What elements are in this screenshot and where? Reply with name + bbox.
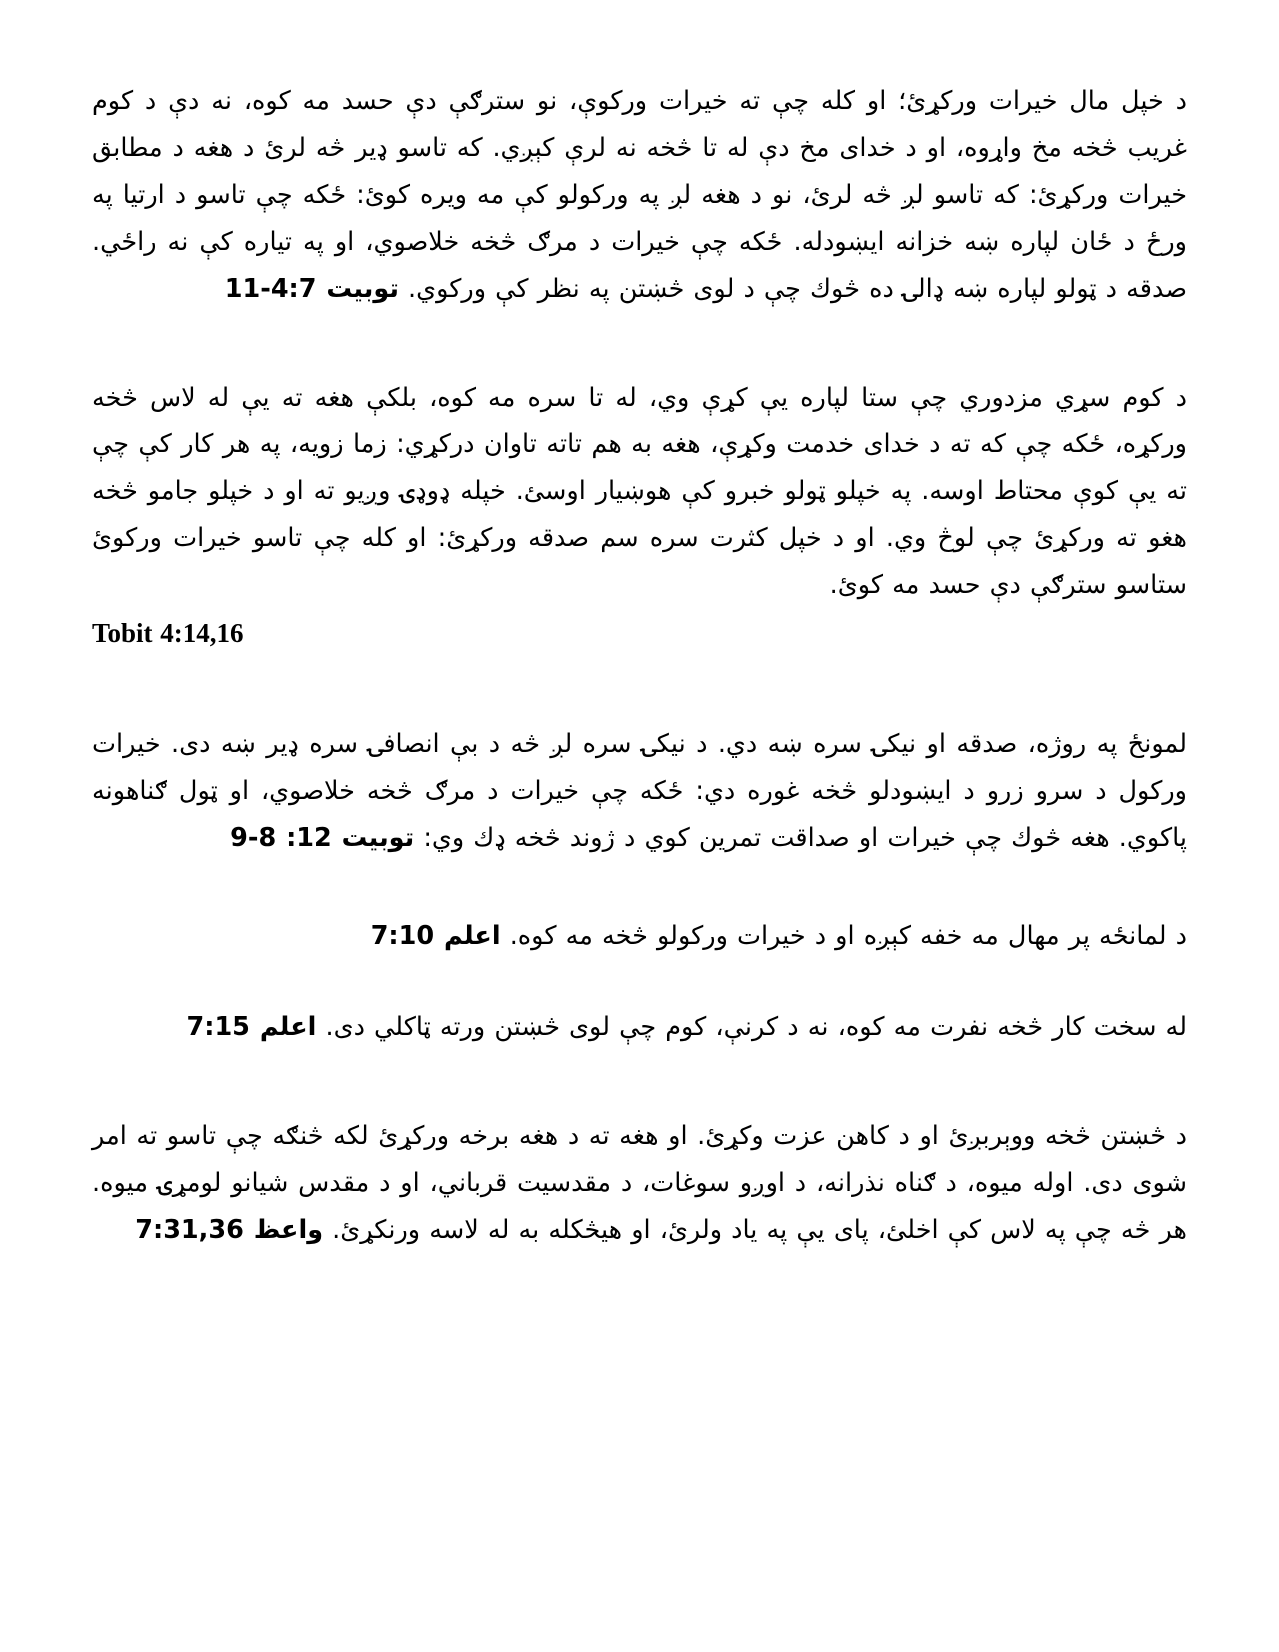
paragraph-body: د كوم سړي مزدوري چې ستا لپاره يې كړې وي، له تا سره مه كوه، بلكې هغه ته يې له لاس څخه وركړه، ځكه چې كه ته د خدای خدمت وكړې، هغه به هم تاته تاوان دركړي: زما زويه، په هر كار كې چې ته يې كوې محتاط اوسه. په خپلو ټولو خبرو كې هوښيار اوسئ. خپله ډوډۍ وږيو ته او د خپلو جامو څخه هغو ته وركړئ چې لوڅ وي. او د خپل كثرت سره سم صدقه وركړئ: او كله چې تاسو خيرات وركوئ ستاسو سترګې دې حسد مه كوئ. — [92, 382, 1187, 601]
scripture-paragraph — [92, 1004, 1187, 1051]
paragraph-body: له سخت كار څخه نفرت مه كوه، نه د كرنې، كوم چې لوی څښتن ورته ټاكلي دی. — [325, 1012, 1187, 1043]
scripture-reference: توبيت 12: 8-9 — [230, 822, 415, 853]
paragraph-body: د خپل مال خيرات وركړئ؛ او كله چې ته خيرات وركوې، نو سترګې دې حسد مه كوه، نه دې د كوم غريب څخه مخ واړوه، او د خدای مخ دې له تا څخه نه لرې كېږي. كه تاسو ډير څه لرئ د هغه د مطابق خيرات وركړئ: كه تاسو لږ څه لرئ، نو د هغه لږ په وركولو كې مه ويره كوئ: ځكه چې تاسو د ارتيا په ورځ د ځان لپاره ښه خزانه ايښودله. ځكه چې خيرات د مرګ څخه خلاصوي، او په تياره كې نه راځي. صدقه د ټولو لپاره ښه ډالۍ ده څوك چې د لوی څښتن په نظر كې وركوي. — [92, 86, 1187, 304]
scripture-reference: اعلم 7:10 — [370, 921, 501, 952]
paragraph-body: د څښتن څخه ووېربږئ او د كاهن عزت وكړئ. او هغه ته د هغه برخه وركړئ لكه څنګه چې تاسو ته امر شوی دی. اوله ميوه، د ګناه نذرانه، د اوږو سوغات، د مقدسيت قرباني، او د مقدس شيانو لومړۍ ميوه. هر څه چې په لاس كې اخلئ، پای يې په ياد ولرئ، او هيڅكله به له لاسه ورنكړئ. — [92, 1121, 1187, 1246]
scripture-reference: توبيت 4:7-11 — [224, 273, 399, 304]
paragraph-body: لمونځ په روژه، صدقه او نيكۍ سره ښه دي. د نيكۍ سره لږ څه د بې انصافۍ سره ډير ښه دی. خيرات وركول د سرو زرو د ايښودلو څخه غوره دي: ځكه چې خيرات د مرګ څخه خلاصوي، او ټول ګناهونه پاكوي. هغه څوك چې خيرات او صداقت تمرين كوي د ژوند څخه ډك وي: — [92, 728, 1187, 853]
scripture-paragraph — [92, 78, 1187, 313]
scripture-paragraph — [92, 913, 1187, 960]
scripture-paragraph — [92, 1113, 1187, 1254]
paragraph-body: د لمانځه پر مهال مه خفه كېږه او د خيرات وركولو څخه مه كوه. — [509, 921, 1187, 952]
scripture-paragraph — [92, 721, 1187, 862]
scripture-reference: اعلم 7:15 — [186, 1012, 317, 1043]
scripture-reference-latin: Tobit 4:14,16 — [92, 618, 244, 649]
scripture-reference: واعظ 7:31,36 — [135, 1215, 324, 1246]
scripture-paragraph — [92, 375, 1187, 659]
